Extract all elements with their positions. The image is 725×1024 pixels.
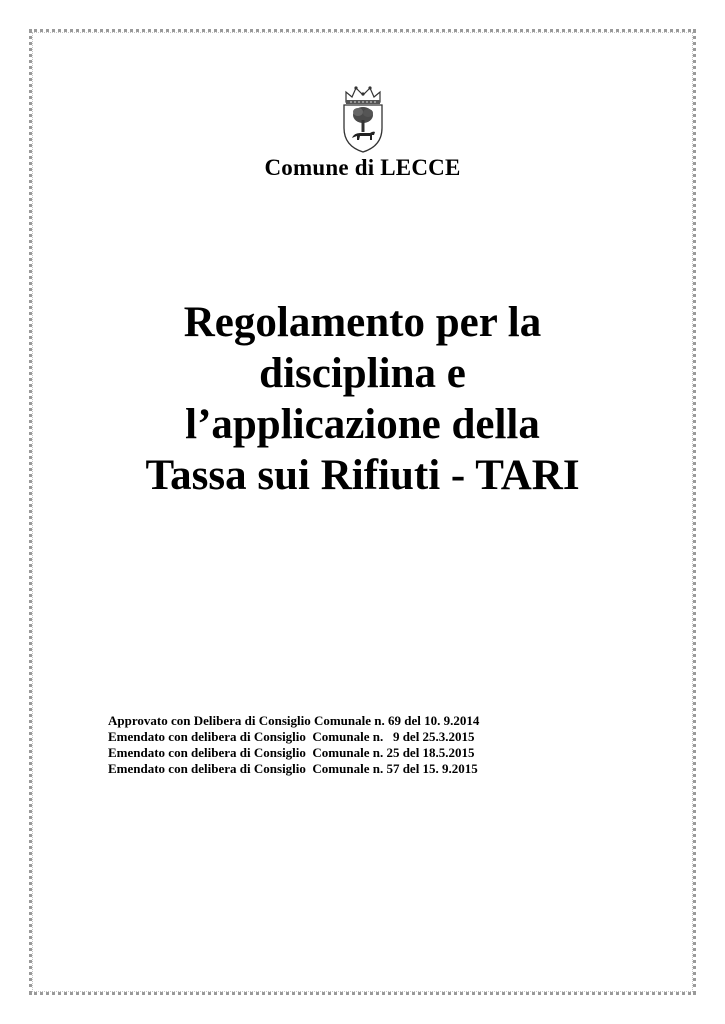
document-title bbox=[60, 297, 665, 501]
title-line: l’applicazione della bbox=[185, 401, 540, 448]
approval-notes bbox=[108, 713, 628, 777]
amendment-line: Emendato con delibera di Consiglio Comunale n. 25 del 18.5.2015 bbox=[108, 745, 475, 760]
amendment-line: Emendato con delibera di Consiglio Comunale n. 9 del 25.3.2015 bbox=[108, 729, 475, 744]
title-line: disciplina e bbox=[259, 350, 466, 397]
municipality-name: Comune di LECCE bbox=[264, 155, 461, 180]
amendment-line: Emendato con delibera di Consiglio Comunale n. 57 del 15. 9.2015 bbox=[108, 761, 478, 776]
approval-line: Approvato con Delibera di Consiglio Comunale n. 69 del 10. 9.2014 bbox=[108, 713, 480, 728]
title-line: Regolamento per la bbox=[183, 299, 542, 346]
title-line: Tassa sui Rifiuti - TARI bbox=[145, 452, 580, 499]
coat-of-arms-icon bbox=[338, 84, 388, 156]
